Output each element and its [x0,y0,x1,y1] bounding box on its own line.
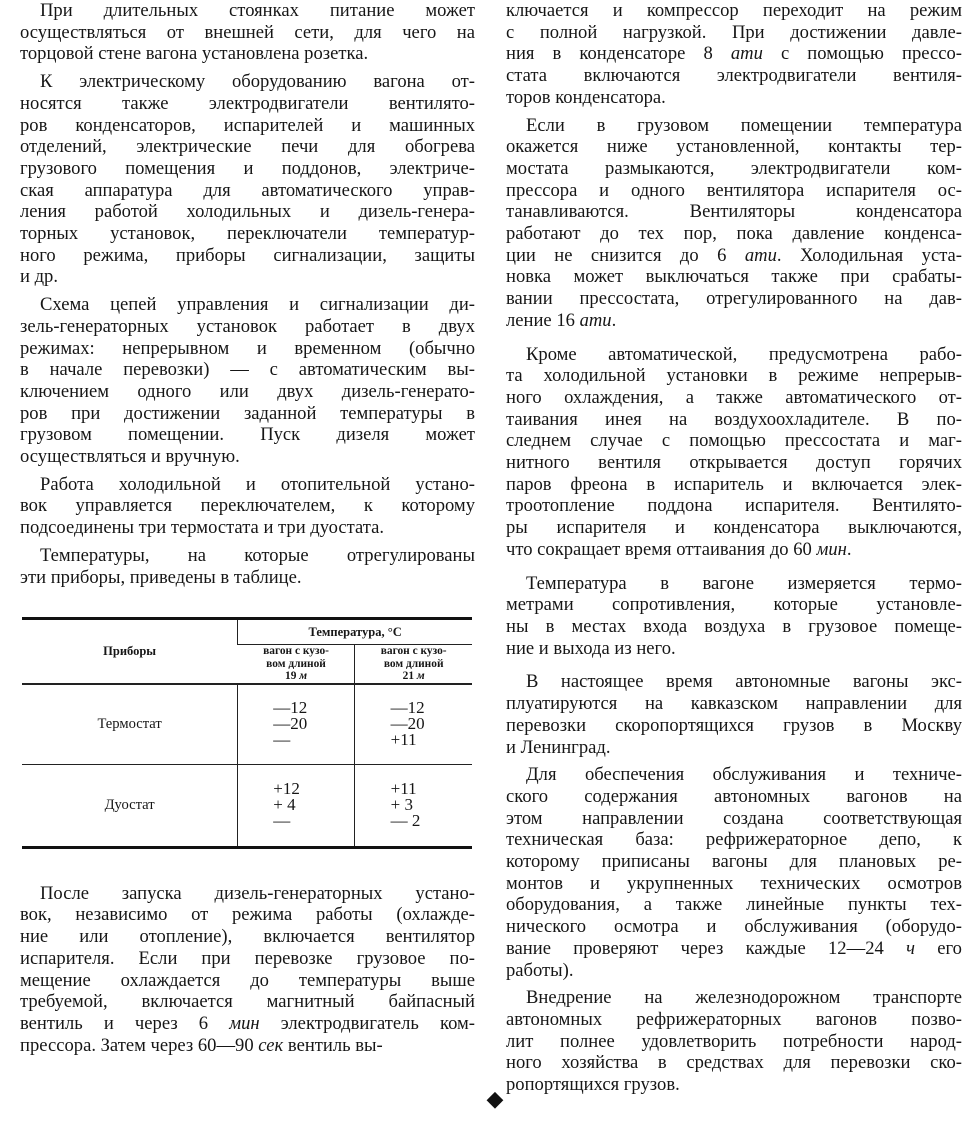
text-line: ского содержания автономных вагонов на [506,785,962,807]
left-bottom-text [20,883,475,1057]
text-line: танавливаются. Вентиляторы конденсатора [506,201,962,223]
paragraph [506,987,962,1096]
text-line: ния в конденсаторе 8 ати с помощью прессо- [506,43,962,65]
left-column [20,0,475,1062]
text-line: лит полнее удовлетворить потребности народ- [506,1030,962,1052]
paragraph [20,0,475,65]
text-line: плуатируются на кавказском направлении для [506,693,962,715]
row-name: Термостат [22,684,238,765]
text-line: подсоединены три термостата и три дуостата. [20,517,384,539]
right-text [506,0,962,1096]
text-line: ции не снизится до 6 ати. Холодильная уста- [506,244,962,266]
text-line: троотопление поддона испарителя. Вентилято- [506,495,962,517]
paragraph [506,0,962,109]
text-line: ного режима, приборы сигнализации, защиты [20,244,475,266]
text-line: вок, независимо от режима работы (охлажде- [20,904,475,926]
text-line: вок управляется переключателем, к которому [20,495,475,517]
text-line: автономных рефрижераторных вагонов позво- [506,1008,962,1030]
text-line: вании прессостата, отрегулированного на дав- [506,288,962,310]
text-line: ры испарителя и конденсатора выключаются, [506,517,962,539]
text-line: ление 16 ати. [506,309,617,331]
paragraph [20,883,475,1057]
paragraph [506,115,962,332]
header-instruments: Приборы [22,619,238,684]
text-line: следнем случае с помощью прессостата и маг- [506,430,962,452]
text-line: Внедрение на железнодорожном транспорте [526,987,962,1009]
text-line: После запуска дизель-генераторных устано- [40,882,475,904]
table-row [22,764,472,847]
text-line: испарителя. Если при перевозке грузовое по- [20,947,475,969]
paragraph [20,71,475,288]
text-line: монтов и укрупненных технических осмотров [506,872,962,894]
text-line: та холодильной установки в режиме непрерыв- [506,365,962,387]
text-line: окажется ниже установленной, контакты тер- [506,136,962,158]
text-line: мещение охлаждается до температуры выше [20,969,475,991]
text-line: ропортящихся грузов. [506,1074,680,1096]
text-line: Температура в вагоне измеряется термо- [526,572,962,594]
text-line: ления работой холодильных и дизель-генера- [20,201,475,223]
text-line: В настоящее время автономные вагоны экс- [526,671,962,693]
text-line: стата включаются электродвигатели вентиля- [506,65,962,87]
text-line: вентиль и через 6 мин электродвигатель ком- [20,1013,475,1034]
text-line: Если в грузовом помещении температура [526,114,962,136]
left-top-text [20,0,475,588]
text-line: отделений, электрические печи для обогрева [20,136,475,158]
text-line: Работа холодильной и отопительной устано- [40,473,475,495]
text-line: этом направлении создана соответствующая [506,807,962,829]
header-car-19m: вагон с кузо- вом длиной 19 м [238,645,355,684]
text-line: работы). [506,959,574,981]
paragraph [506,764,962,981]
text-line: новка может выключаться также при срабаты- [506,266,962,288]
text-line: ние и выхода из него. [506,637,676,659]
text-line: осуществляться и вручную. [20,446,240,468]
row-name: Дуостат [22,764,238,847]
text-line: грузовом помещении. Пуск дизеля может [20,424,475,446]
paragraph [506,671,962,758]
text-line: работают до тех пор, пока давление конденса- [506,223,962,245]
text-line: прессора. Затем через 60—90 сек вентиль вы- [20,1034,383,1056]
paragraph [20,294,475,468]
text-line: техническая база: рефрижераторное депо, к [506,829,962,851]
text-line: Кроме автоматической, предусмотрена рабо- [526,343,962,365]
text-line: эти приборы, приведены в таблице. [20,566,302,588]
text-line: ключается и компрессор переходит на режим [506,0,962,21]
text-line: нического осмотра и обслуживания (оборудо- [506,916,962,938]
value-cell: +11 + 3 — 2 [355,764,472,847]
text-line: метрами сопротивления, которые установле- [506,594,962,616]
text-line: и др. [20,266,59,288]
text-line: вание проверяют через каждые 12—24 ч его [506,937,962,959]
text-line: ключением одного или двух дизель-генерато- [20,380,475,402]
right-column [506,0,962,1102]
text-line: торцовой стене вагона установлена розетка. [20,43,369,65]
text-line: ного охлаждения, а также автоматического от- [506,386,962,408]
text-line: нитного вентиля открывается доступ горячих [506,452,962,474]
paragraph [506,573,962,660]
text-line: в начале перевозки) — с автоматическим вы- [20,359,475,381]
header-temperature: Температура, °С [238,619,472,645]
diamond-ornament-icon: ◆ [486,1086,504,1111]
text-line: оборудования, а также линейные пункты тех- [506,894,962,916]
text-line: торных установок, переключатели температур- [20,223,475,245]
value-cell: +12 + 4 — [238,764,355,847]
paragraph [20,474,475,539]
text-line: режимах: непрерывном и временном (обычно [20,337,475,359]
text-line: грузового помещения и поддонов, электриче- [20,157,475,179]
text-line: Для обеспечения обслуживания и техниче- [526,764,962,786]
text-line: которому приписаны вагоны для плановых ре- [506,851,962,873]
text-line: Схема цепей управления и сигнализации ди- [40,294,475,316]
text-line: требуемой, включается магнитный байпасный [20,991,475,1013]
text-line: ние или отопление), включается вентилятор [20,926,475,948]
text-line: мостата размыкаются, электродвигатели ком- [506,157,962,179]
temperature-table [22,617,472,849]
text-line: паров фреона в испаритель и включается элек- [506,473,962,495]
text-line: таивания инея на воздухоохладителе. В по- [506,408,962,430]
text-line: прессора и одного вентилятора испарителя ос- [506,179,962,201]
header-car-21m: вагон с кузо- вом длиной 21 м [355,645,472,684]
text-line: ны в местах входа воздуха в грузовое помеще- [506,615,962,637]
text-line: ров при достижении заданной температуры в [20,402,475,424]
paragraph [506,344,962,561]
text-line: носятся также электродвигатели вентилято- [20,92,475,114]
text-line: осуществляться от внешней сети, для чего на [20,21,475,43]
table-row [22,684,472,765]
text-line: К электрическому оборудованию вагона от- [40,71,475,93]
text-line: и Ленинград. [506,736,611,758]
value-cell: —12 —20 +11 [355,684,472,765]
text-line: с полной нагрузкой. При достижении давле- [506,21,962,43]
text-line: Температуры, на которые отрегулированы [40,544,475,566]
text-line: ного хозяйства в средствах для перевозки ско- [506,1052,962,1074]
text-line: При длительных стоянках питание может [40,0,475,21]
text-line: что сокращает время оттаивания до 60 мин. [506,538,852,560]
text-line: ров конденсаторов, испарителей и машинных [20,114,475,136]
paragraph [20,545,475,588]
text-line: перевозки скоропортящихся грузов в Москву [506,714,962,736]
value-cell: —12 —20 — [238,684,355,765]
text-line: торов конденсатора. [506,86,666,108]
text-line: ская аппаратура для автоматического управ- [20,179,475,201]
text-line: зель-генераторных установок работает в двух [20,315,475,337]
